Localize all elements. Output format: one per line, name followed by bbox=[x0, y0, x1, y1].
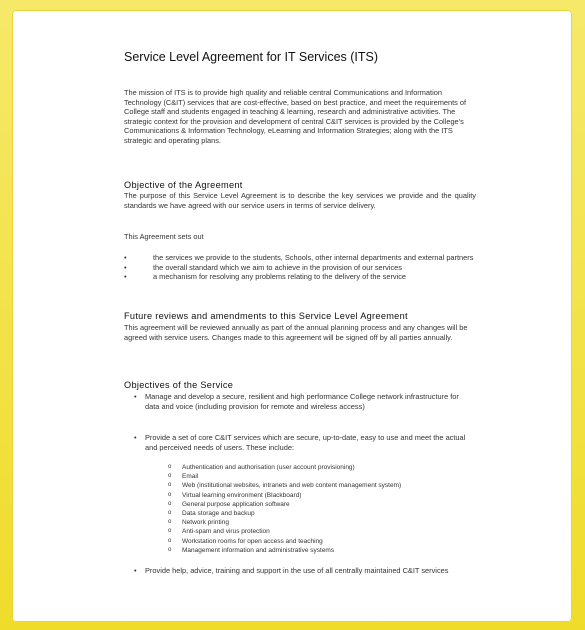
service-heading: Objectives of the Service bbox=[124, 380, 234, 390]
list-item: o Network printing bbox=[168, 518, 468, 527]
objective-heading: Objective of the Agreement bbox=[124, 180, 243, 190]
list-item: o Email bbox=[168, 472, 468, 481]
document-page bbox=[12, 10, 572, 622]
list-item: • the overall standard which we aim to achieve in the provision of our services bbox=[124, 263, 476, 273]
list-item: o Virtual learning environment (Blackboard) bbox=[168, 491, 468, 500]
mission-paragraph: The mission of ITS is to provide high quality and reliable central Communications and Information Technology (C&IT) services that are cost-effective, based on best practice, and meet the requirements of College staff and students engaged in teaching & learning, research and administrative activities. The strategic context for the provision and development of central C&IT services is provided by the College's Communications & Information Technology, eLearning and Information Strategies; along with the ITS strategic and operating plans. bbox=[124, 88, 467, 145]
list-item: o Management information and administrative systems bbox=[168, 546, 468, 555]
list-item: o Authentication and authorisation (user account provisioning) bbox=[168, 463, 468, 472]
list-item: • a mechanism for resolving any problems relating to the delivery of the service bbox=[124, 272, 476, 282]
list-item: o General purpose application software bbox=[168, 500, 468, 509]
list-item: • Provide a set of core C&IT services which are secure, up-to-date, easy to use and meet the actual and perceived needs of users. These include: bbox=[134, 433, 474, 452]
list-item: • Provide help, advice, training and support in the use of all centrally maintained C&IT services bbox=[134, 566, 474, 576]
purpose-paragraph: The purpose of this Service Level Agreement is to describe the key services we provide and the quality standards we have agreed with our service users in terms of service delivery. bbox=[124, 191, 476, 210]
list-item: o Web (institutional websites, intranets and web content management system) bbox=[168, 481, 468, 490]
list-item: o Data storage and backup bbox=[168, 509, 468, 518]
document-title: Service Level Agreement for IT Services (ITS) bbox=[124, 50, 379, 64]
objective-list bbox=[124, 253, 476, 282]
sets-out-text: This Agreement sets out bbox=[124, 232, 204, 241]
core-services-list bbox=[168, 463, 468, 555]
list-item: o Workstation rooms for open access and teaching bbox=[168, 537, 468, 546]
list-item: • the services we provide to the students, Schools, other internal departments and external partners bbox=[124, 253, 476, 263]
list-item: • Manage and develop a secure, resilient and high performance College network infrastructure for data and voice (including provision for remote and wireless access) bbox=[134, 392, 474, 411]
review-paragraph: This agreement will be reviewed annually as part of the annual planning process and any changes will be agreed with service users. Changes made to this agreement will be signed off by all parties annually. bbox=[124, 323, 468, 342]
future-heading: Future reviews and amendments to this Service Level Agreement bbox=[124, 311, 408, 321]
list-item: o Anti-spam and virus protection bbox=[168, 527, 468, 536]
